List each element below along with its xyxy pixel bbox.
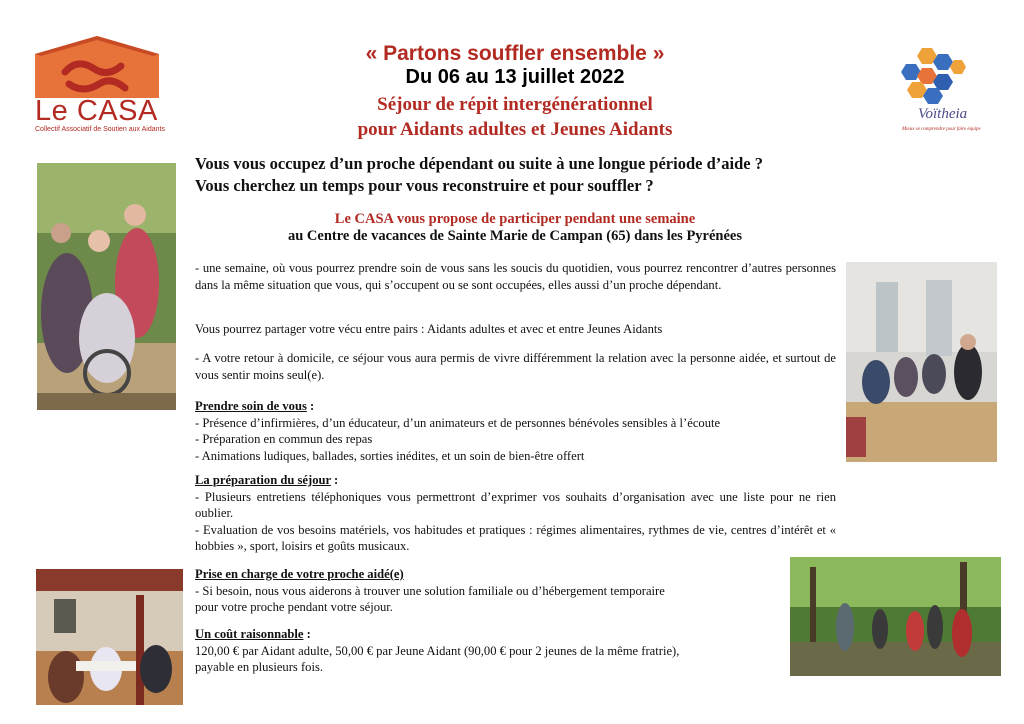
voitheia-logo-name: Voïtheia bbox=[918, 106, 968, 122]
list-item: - Animations ludiques, ballades, sorties inédites, et un soin de bien-être offert bbox=[195, 448, 585, 463]
intro-questions: Vous vous occupez d’un proche dépendant ou suite à une longue période d’aide ? Vous cherchez un temps pour vous reconstruire et pour souffler ? bbox=[195, 154, 763, 195]
proposal-line-1: Le CASA vous propose de participer pendant une semaine bbox=[334, 211, 696, 227]
list-item: - Plusieurs entretiens téléphoniques vous permettront d’exprimer vos souhaits d’organisation avec une liste pour ne rien oublier. bbox=[195, 489, 836, 520]
section-cost: Un coût raisonnable : 120,00 € par Aidant adulte, 50,00 € par Jeune Aidant (90,00 € pour 2 jeunes de la même fratrie), payable en plusieurs fois. bbox=[195, 627, 680, 674]
event-subtitle: Séjour de répit intergénérationnel pour Aidants adultes et Jeunes Aidants bbox=[357, 94, 673, 140]
photo-forest-walk bbox=[790, 557, 1001, 676]
voitheia-logo-subtitle: Mieux se comprendre pour faire équipe bbox=[902, 127, 981, 132]
paragraph-week: - une semaine, où vous pourrez prendre soin de vous sans les soucis du quotidien, vous pourrez rencontrer d’autres personnes dans la même situation que vous, qui s’occupent ou se sont occupées, elles aussi d’un proche dépendant. bbox=[195, 261, 836, 292]
section-preparation: La préparation du séjour : - Plusieurs entretiens téléphoniques vous permettront d’exprimer vos souhaits d’organisation avec une liste pour ne rien oublier. - Evaluation de vos besoins matériels, vos habitudes et pratiques : régimes alimentaires, rythmes de vie, centres d’intérêt et « hobbies », sport, loisirs et goûts musicaux. bbox=[195, 473, 836, 553]
photo-terrace-meal bbox=[36, 569, 183, 705]
paragraph-share: Vous pourrez partager votre vécu entre pairs : Aidants adultes et avec et entre Jeunes Aidants bbox=[195, 322, 663, 336]
section-care-relative: Prise en charge de votre proche aidé(e) - Si besoin, nous vous aiderons à trouver une solution familiale ou d’hébergement temporaire pour votre proche pendant votre séjour. bbox=[195, 567, 665, 614]
photo-outdoor-group bbox=[37, 163, 176, 410]
photo-indoor-music bbox=[846, 262, 997, 462]
event-title: « Partons souffler ensemble » bbox=[365, 42, 665, 65]
list-item: - Préparation en commun des repas bbox=[195, 432, 373, 446]
paragraph-return: - A votre retour à domicile, ce séjour vous aura permis de vivre différemment la relation avec la personne aidée, et surtout de vous sentir moins seul(e). bbox=[195, 351, 836, 382]
casa-logo-name: Le CASA bbox=[35, 95, 158, 127]
list-item: - Evaluation de vos besoins matériels, vos habitudes et pratiques : régimes alimentaires, rythmes de vie, centres d’intérêt et « hobbies », sport, loisirs et goûts musicaux. bbox=[195, 522, 836, 553]
section-care-heading: Prendre soin de vous bbox=[195, 399, 307, 413]
proposal-line-2: au Centre de vacances de Sainte Marie de Campan (65) dans les Pyrénées bbox=[287, 228, 743, 244]
section-cost-heading: Un coût raisonnable bbox=[195, 627, 304, 641]
list-item: - Présence d’infirmières, d’un éducateur, d’un animateurs et de personnes bénévoles sensibles à l’écoute bbox=[195, 415, 721, 430]
event-dates: Du 06 au 13 juillet 2022 bbox=[405, 66, 625, 88]
section-care-relative-heading: Prise en charge de votre proche aidé(e) bbox=[195, 567, 404, 581]
voitheia-logo bbox=[900, 46, 970, 108]
casa-logo-subtitle: Collectif Associatif de Soutien aux Aidants bbox=[35, 126, 165, 133]
section-care: Prendre soin de vous : - Présence d’infirmières, d’un éducateur, d’un animateurs et de personnes bénévoles sensibles à l’écoute - Préparation en commun des repas - Animations ludiques, ballades, sorties inédites, et un soin de bien-être offert bbox=[195, 398, 836, 464]
section-preparation-heading: La préparation du séjour bbox=[195, 473, 331, 487]
